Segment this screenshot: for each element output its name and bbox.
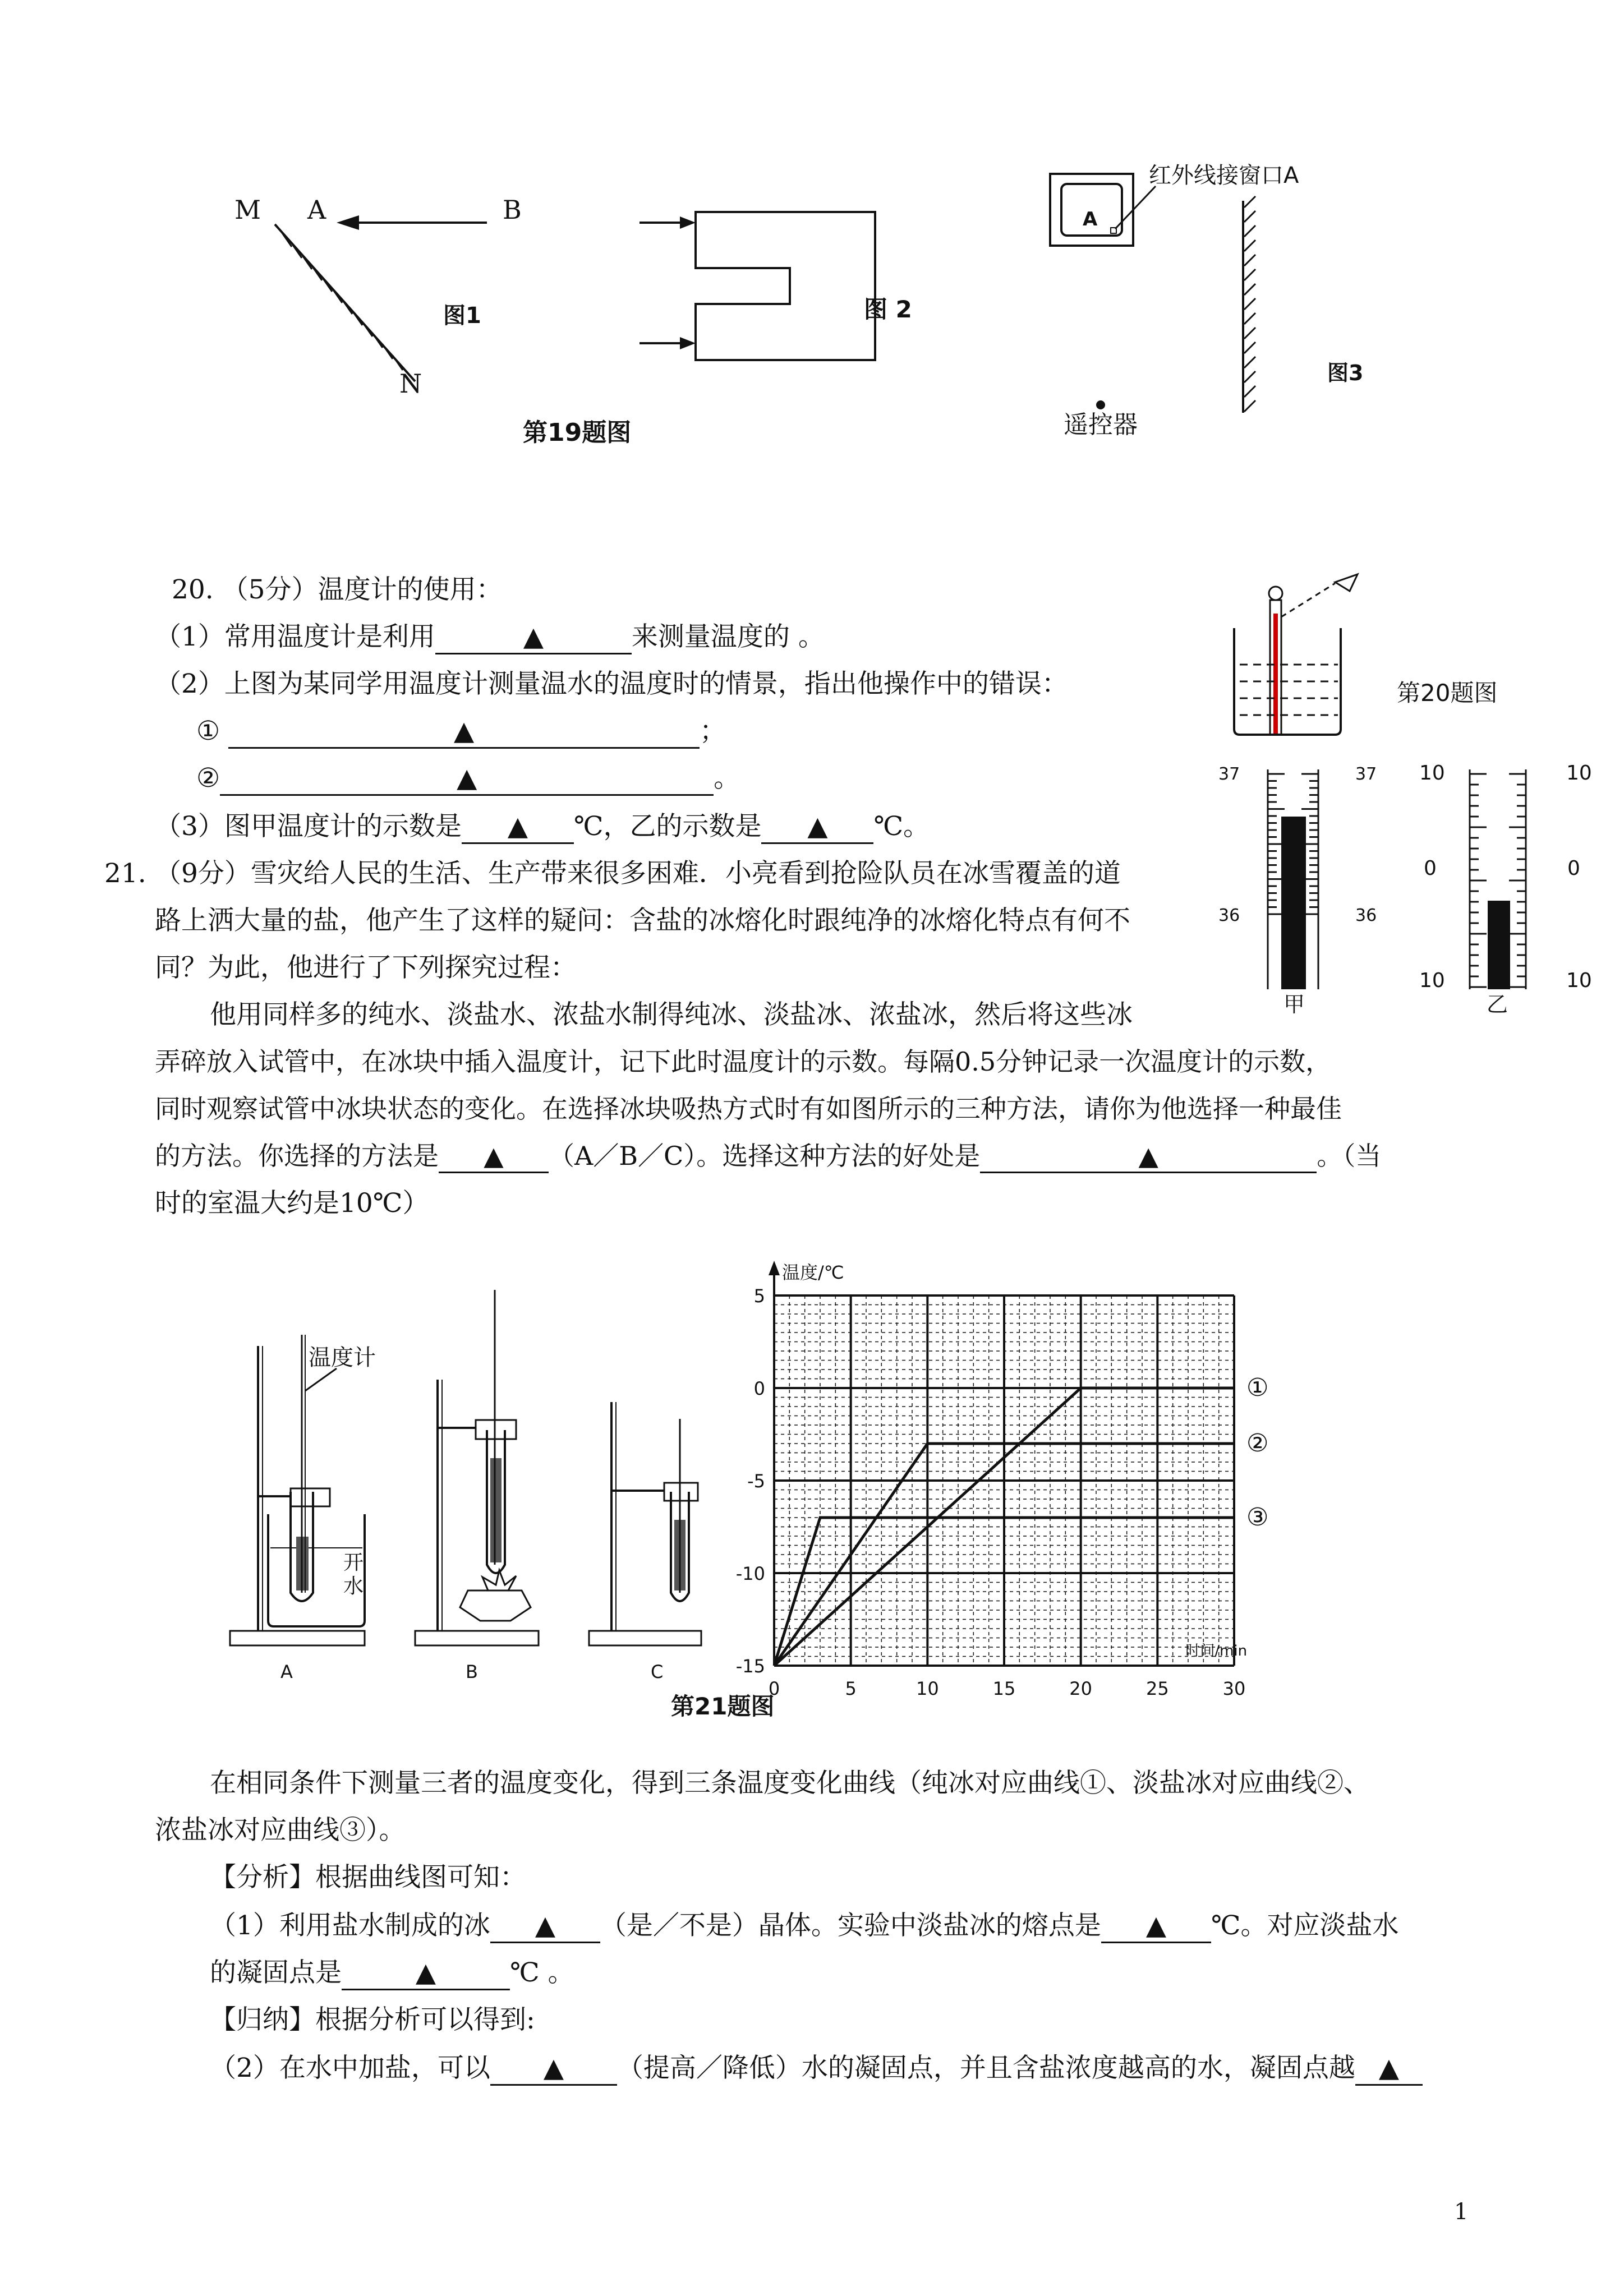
y-axis-arrow-icon: [769, 1261, 780, 1275]
svg-text:B: B: [466, 1661, 478, 1682]
answer-blank[interactable]: ▲: [490, 1910, 600, 1943]
u-shape-pipe: [696, 212, 875, 360]
apparatus-c: [589, 1402, 701, 1682]
x-tick-label: 15: [992, 1678, 1016, 1699]
svg-text:37: 37: [1218, 764, 1240, 784]
q19-figure-1: [0, 0, 1624, 505]
svg-text:10: 10: [1566, 969, 1592, 992]
remote-label: 遥控器: [1064, 411, 1138, 439]
apparatus-b: [415, 1290, 539, 1682]
q20-thermometers: [1212, 763, 1604, 1015]
x-axis-label: 时间/min: [1185, 1643, 1248, 1659]
q19-caption: 第19题图: [523, 418, 632, 447]
svg-text:甲: 甲: [1283, 992, 1305, 1017]
water-dashes: [1240, 665, 1338, 715]
q21-line5: 弄碎放入试管中，在冰块中插入温度计，记下此时温度计的示数。每隔0.5分钟记录一次温度计的示数，: [155, 1046, 1332, 1077]
apparatus-a: [230, 1335, 376, 1682]
mercury-column-jia: [1281, 817, 1306, 989]
arrow-bottom-icon: [680, 337, 696, 349]
q20-part2: （2）上图为某同学用温度计测量温水的温度时的情景，指出他操作中的错误：: [155, 668, 1068, 699]
q21-line3: 同？为此，他进行了下列探究过程：: [155, 952, 577, 983]
x-tick-label: 20: [1069, 1678, 1093, 1699]
q20-item1: ① ▲ ；: [196, 716, 726, 749]
chart-axes: [769, 1261, 780, 1666]
svg-text:0: 0: [1567, 857, 1580, 880]
y-axis-label: 温度/℃: [782, 1262, 844, 1283]
y-tick-label: -10: [735, 1563, 765, 1584]
answer-blank[interactable]: ▲: [439, 1141, 549, 1173]
svg-text:36: 36: [1218, 906, 1240, 925]
answer-blank[interactable]: ▲: [1355, 2053, 1423, 2086]
q21-line8: 时的室温大约是10℃）: [155, 1188, 429, 1219]
q21-answer2: （2）在水中加盐，可以 ▲ （提高／降低）水的凝固点，并且含盐浓度越高的水，凝固点越 ▲: [210, 2053, 1423, 2086]
fig2-caption: 图 2: [864, 296, 912, 323]
q20-beaker-figure: [1223, 566, 1559, 746]
q21-analysis: 【分析】根据曲线图可知：: [210, 1862, 526, 1893]
svg-text:乙: 乙: [1487, 992, 1508, 1017]
answer-blank[interactable]: ▲: [342, 1957, 510, 1990]
thermometer-bulb-top: [1269, 587, 1282, 600]
y-tick-label: -15: [735, 1656, 765, 1677]
answer-blank[interactable]: ▲: [228, 716, 700, 749]
q21-line6: 同时观察试管中冰块状态的变化。在选择冰块吸热方式时有如图所示的三种方法，请你为他选择一种最佳: [155, 1094, 1342, 1124]
q21-number: 21.: [104, 858, 146, 889]
label-n: N: [399, 368, 422, 399]
answer-blank[interactable]: ▲: [435, 621, 632, 654]
x-tick-label: 0: [768, 1678, 780, 1699]
page-number: 1: [1454, 2199, 1469, 2225]
series-label-3: ③: [1246, 1503, 1269, 1532]
q21-line4: 他用同样多的纯水、淡盐水、浓盐水制得纯冰、淡盐冰、浓盐冰，然后将这些冰: [210, 999, 1133, 1030]
answer-blank[interactable]: ▲: [1101, 1910, 1211, 1943]
q20-part3: （3）图甲温度计的示数是 ▲ ℃，乙的示数是 ▲ ℃。: [155, 811, 930, 844]
svg-text:10: 10: [1566, 762, 1592, 785]
mercury-column-yi: [1488, 901, 1510, 989]
svg-text:开: 开: [343, 1551, 364, 1574]
thermometer-jia: [1218, 764, 1377, 1017]
wall-hatching: [1244, 196, 1255, 412]
thermometer-yi: [1419, 762, 1592, 1017]
label-a: A: [307, 195, 326, 225]
q21-line7: 的方法。你选择的方法是 ▲ （A／B／C）。选择这种方法的好处是 ▲ 。（当: [155, 1141, 1381, 1173]
answer-blank[interactable]: ▲: [761, 811, 873, 844]
q21-answer1: （1）利用盐水制成的冰 ▲ （是／不是）晶体。实验中淡盐冰的熔点是 ▲ ℃。对应淡盐水: [210, 1910, 1398, 1943]
remote-dot: [1096, 400, 1105, 409]
ray-arrow-icon: [337, 215, 359, 230]
q21-para-a1: 在相同条件下测量三者的温度变化，得到三条温度变化曲线（纯冰对应曲线①、淡盐冰对应曲线②、: [210, 1768, 1370, 1799]
q21-line2: 路上洒大量的盐，他产生了这样的疑问：含盐的冰熔化时跟纯净的冰熔化特点有何不: [155, 905, 1130, 936]
svg-text:水: 水: [343, 1575, 364, 1598]
thermometer-liquid: [1273, 614, 1278, 735]
chart-grid: [774, 1295, 1234, 1666]
svg-text:0: 0: [1424, 857, 1437, 880]
q21-fig-caption: 第21题图: [671, 1693, 775, 1720]
answer-blank[interactable]: ▲: [490, 2053, 617, 2086]
arrow-top-icon: [680, 216, 696, 229]
series-label-1: ①: [1246, 1373, 1269, 1402]
y-tick-label: 5: [753, 1285, 765, 1307]
x-tick-label: 5: [845, 1678, 857, 1699]
q20-part1: [155, 621, 825, 654]
x-tick-label: 30: [1222, 1678, 1246, 1699]
answer-blank[interactable]: ▲: [220, 763, 714, 796]
answer-blank[interactable]: ▲: [462, 811, 574, 844]
q21-apparatus: [219, 1267, 780, 1682]
q21-para-a2: 浓盐冰对应曲线③）。: [155, 1815, 406, 1846]
y-tick-label: 0: [753, 1378, 765, 1399]
thermometer-label: 温度计: [309, 1345, 376, 1371]
q20-part1-post: 来测量温度的 。: [631, 621, 825, 652]
label-m: M: [234, 195, 261, 225]
q20-part1-pre: （1）常用温度计是利用: [155, 621, 435, 652]
x-tick-label: 10: [915, 1678, 939, 1699]
svg-text:A: A: [280, 1661, 293, 1682]
q21-line1: （9分）雪灾给人民的生活、生产带来很多困难．小亮看到抢险队员在冰雪覆盖的道: [155, 858, 1121, 889]
eye-icon: [1335, 574, 1358, 591]
fig3-caption: 图3: [1327, 361, 1364, 385]
window-label: 红外线接窗口A: [1149, 163, 1299, 188]
q20-title: 20. （5分）温度计的使用：: [172, 574, 503, 605]
q20-fig-caption: 第20题图: [1397, 679, 1498, 707]
sight-line: [1281, 583, 1335, 617]
tv-label: A: [1083, 208, 1098, 230]
fig1-caption: 图1: [443, 303, 481, 329]
x-tick-label: 25: [1145, 1678, 1169, 1699]
svg-text:10: 10: [1419, 762, 1445, 785]
q21-answer1-line2: 的凝固点是 ▲ ℃ 。: [210, 1957, 574, 1990]
temperature-chart: [718, 1256, 1335, 1705]
q21-summary: 【归纳】根据分析可以得到:: [210, 2004, 535, 2035]
svg-text:36: 36: [1355, 906, 1377, 925]
svg-text:C: C: [651, 1661, 664, 1682]
label-b: B: [503, 195, 522, 225]
y-tick-label: -5: [747, 1470, 765, 1492]
series-label-2: ②: [1246, 1429, 1269, 1458]
q20-item2: ② ▲ 。: [196, 763, 740, 796]
svg-text:10: 10: [1419, 969, 1445, 992]
svg-text:37: 37: [1355, 764, 1377, 784]
answer-blank[interactable]: ▲: [980, 1141, 1317, 1173]
